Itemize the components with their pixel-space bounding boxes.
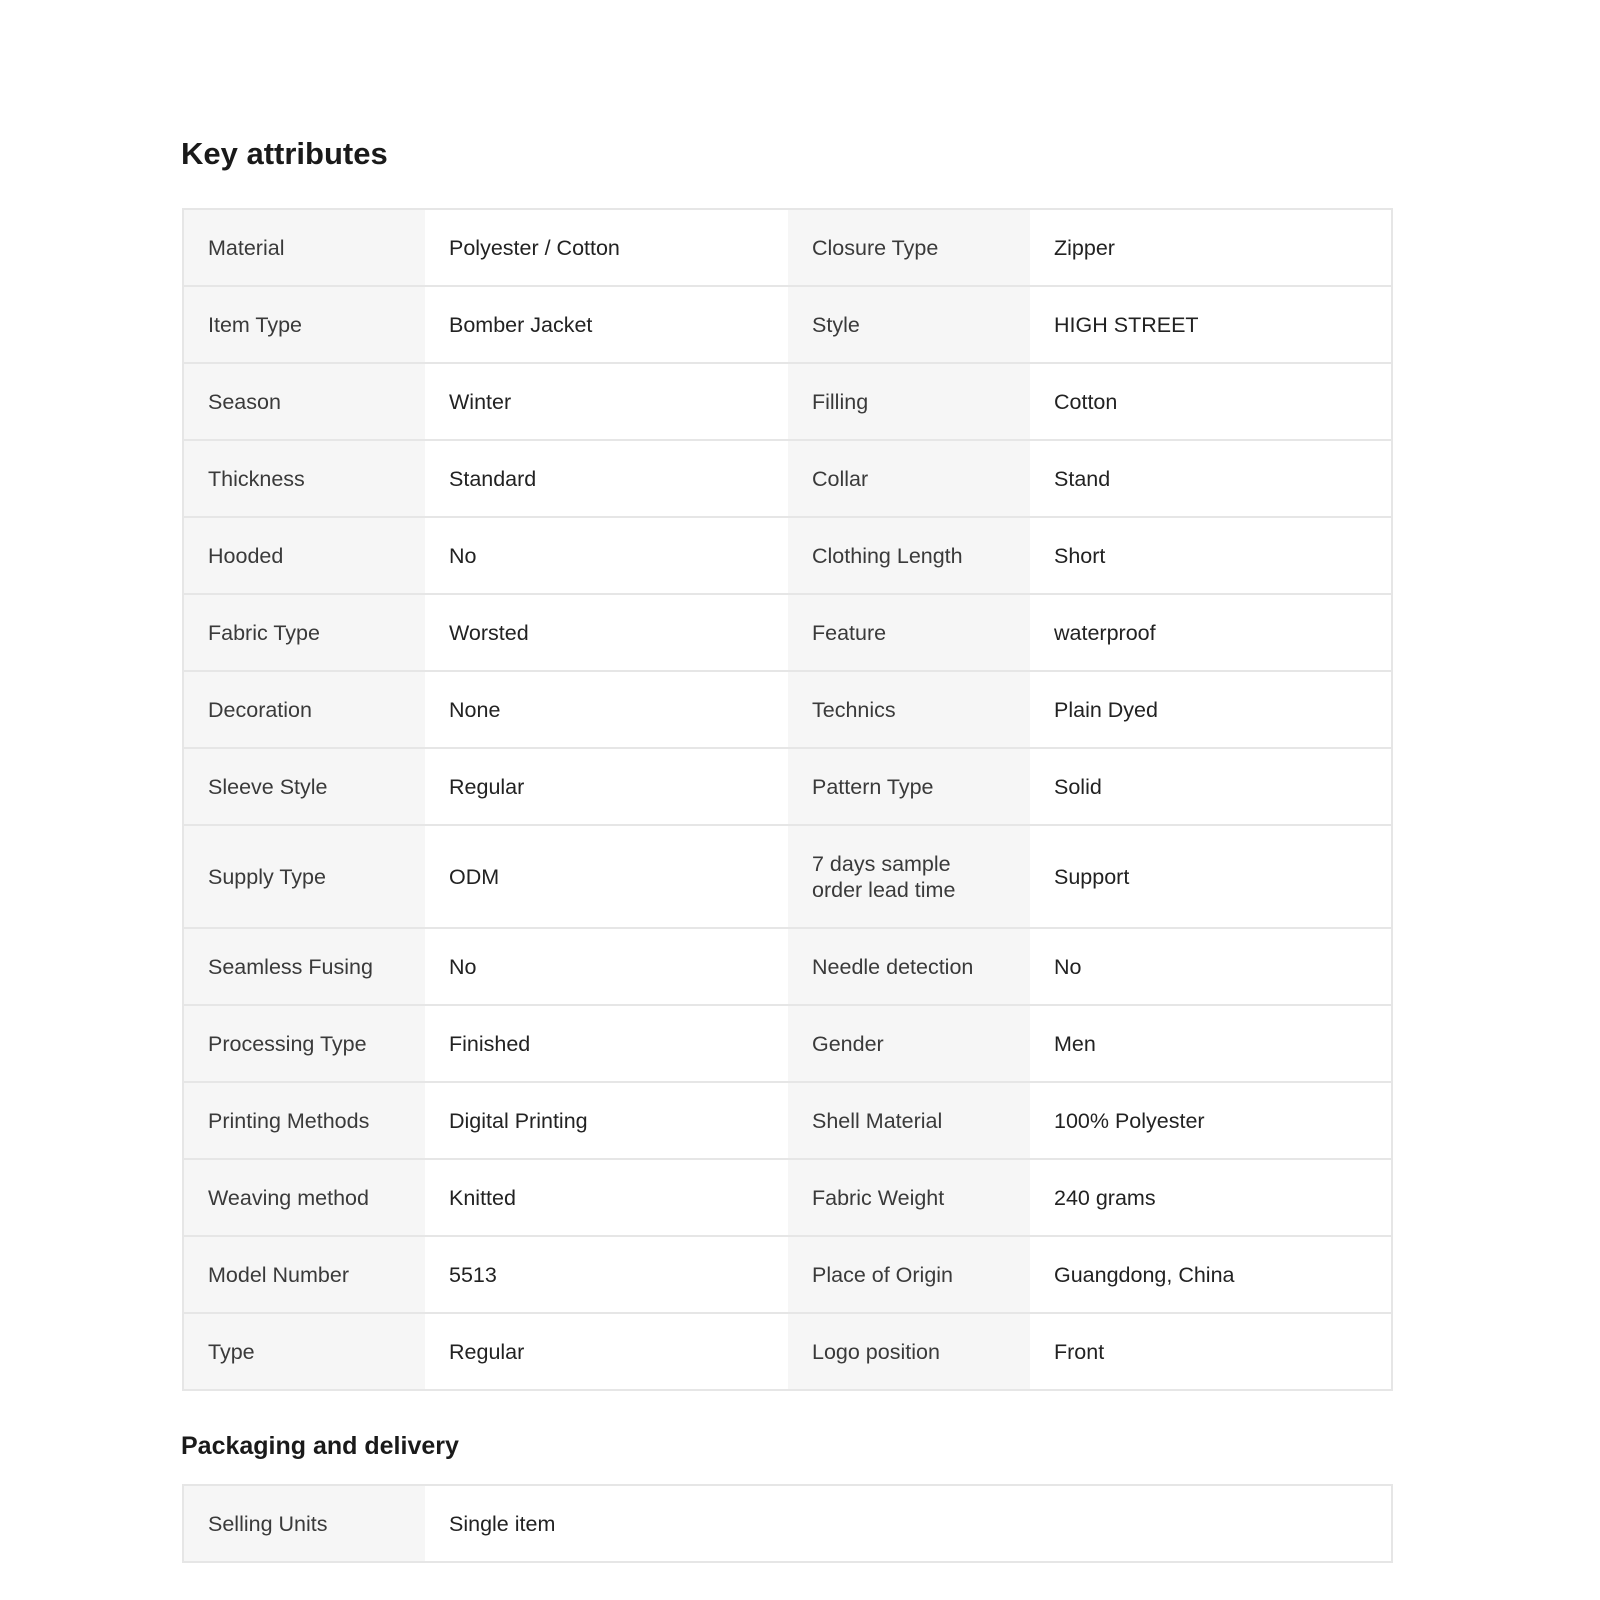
- attribute-value: 100% Polyester: [1030, 1082, 1392, 1159]
- table-row: [183, 1005, 1392, 1082]
- attribute-value: No: [1030, 928, 1392, 1005]
- attribute-value: Single item: [425, 1485, 1392, 1562]
- table-row: [183, 440, 1392, 517]
- attribute-value: Short: [1030, 517, 1392, 594]
- attribute-label: Seamless Fusing: [183, 928, 425, 1005]
- table-row: [183, 1159, 1392, 1236]
- attribute-value: HIGH STREET: [1030, 286, 1392, 363]
- attribute-value: Plain Dyed: [1030, 671, 1392, 748]
- attribute-label: Season: [183, 363, 425, 440]
- table-row: [183, 286, 1392, 363]
- key-attributes-heading: Key attributes: [181, 136, 388, 171]
- table-row: [183, 1236, 1392, 1313]
- attribute-label: Filling: [788, 363, 1030, 440]
- attribute-label: Fabric Type: [183, 594, 425, 671]
- attribute-value: Worsted: [425, 594, 788, 671]
- attribute-value: None: [425, 671, 788, 748]
- attribute-value: Regular: [425, 748, 788, 825]
- attribute-value: No: [425, 928, 788, 1005]
- table-row: [183, 594, 1392, 671]
- attribute-value: No: [425, 517, 788, 594]
- attribute-value: 5513: [425, 1236, 788, 1313]
- attribute-value: Guangdong, China: [1030, 1236, 1392, 1313]
- attribute-value: Zipper: [1030, 209, 1392, 286]
- attribute-value: Solid: [1030, 748, 1392, 825]
- table-row: [183, 825, 1392, 928]
- attribute-label: Place of Origin: [788, 1236, 1030, 1313]
- packaging-table: [182, 1484, 1393, 1563]
- attribute-label: Feature: [788, 594, 1030, 671]
- attribute-value: Cotton: [1030, 363, 1392, 440]
- attribute-value: Regular: [425, 1313, 788, 1390]
- attribute-label: Printing Methods: [183, 1082, 425, 1159]
- attribute-label: Selling Units: [183, 1485, 425, 1562]
- attribute-value: Men: [1030, 1005, 1392, 1082]
- attribute-value: Finished: [425, 1005, 788, 1082]
- attribute-value: Front: [1030, 1313, 1392, 1390]
- table-row: [183, 517, 1392, 594]
- table-row: [183, 1485, 1392, 1562]
- attribute-label: Needle detection: [788, 928, 1030, 1005]
- attribute-label: Thickness: [183, 440, 425, 517]
- attribute-value: Stand: [1030, 440, 1392, 517]
- attribute-label: Item Type: [183, 286, 425, 363]
- table-row: [183, 209, 1392, 286]
- table-row: [183, 748, 1392, 825]
- attribute-label: Logo position: [788, 1313, 1030, 1390]
- attribute-label: Clothing Length: [788, 517, 1030, 594]
- attribute-label: Technics: [788, 671, 1030, 748]
- table-row: [183, 1313, 1392, 1390]
- attribute-label: Decoration: [183, 671, 425, 748]
- attribute-label: Supply Type: [183, 825, 425, 928]
- table-row: [183, 928, 1392, 1005]
- attribute-value: Knitted: [425, 1159, 788, 1236]
- attribute-value: Support: [1030, 825, 1392, 928]
- attribute-label: Hooded: [183, 517, 425, 594]
- attribute-label: Style: [788, 286, 1030, 363]
- attribute-label: Fabric Weight: [788, 1159, 1030, 1236]
- attribute-value: ODM: [425, 825, 788, 928]
- attribute-label: 7 days sample order lead time: [788, 825, 1030, 928]
- attribute-label: Model Number: [183, 1236, 425, 1313]
- key-attributes-table: [182, 208, 1393, 1391]
- attribute-label: Processing Type: [183, 1005, 425, 1082]
- attribute-value: Digital Printing: [425, 1082, 788, 1159]
- attribute-value: Bomber Jacket: [425, 286, 788, 363]
- attribute-label: Weaving method: [183, 1159, 425, 1236]
- attribute-label: Sleeve Style: [183, 748, 425, 825]
- attribute-label: Material: [183, 209, 425, 286]
- table-row: [183, 363, 1392, 440]
- attribute-value: Polyester / Cotton: [425, 209, 788, 286]
- attribute-label: Gender: [788, 1005, 1030, 1082]
- attribute-value: Winter: [425, 363, 788, 440]
- table-row: [183, 1082, 1392, 1159]
- attribute-label: Closure Type: [788, 209, 1030, 286]
- attribute-label: Pattern Type: [788, 748, 1030, 825]
- attribute-label: Type: [183, 1313, 425, 1390]
- table-row: [183, 671, 1392, 748]
- attribute-label: Collar: [788, 440, 1030, 517]
- attribute-value: waterproof: [1030, 594, 1392, 671]
- packaging-delivery-heading: Packaging and delivery: [181, 1432, 459, 1460]
- attribute-value: Standard: [425, 440, 788, 517]
- attribute-label: Shell Material: [788, 1082, 1030, 1159]
- attribute-value: 240 grams: [1030, 1159, 1392, 1236]
